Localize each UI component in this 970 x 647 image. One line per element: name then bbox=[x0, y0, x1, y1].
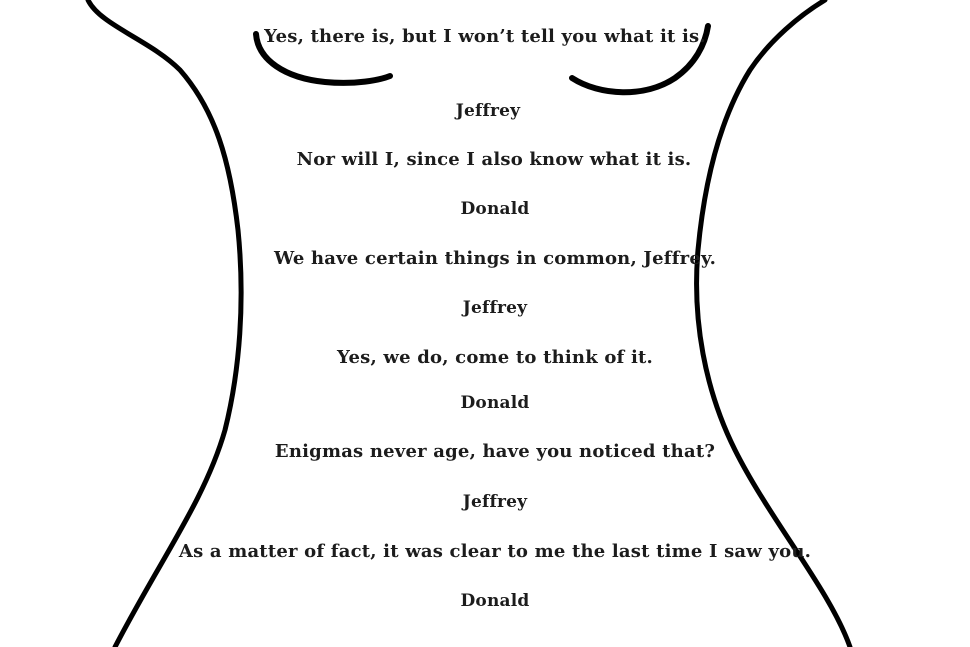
dialogue-line: As a matter of fact, it was clear to me the last time I saw you. bbox=[178, 541, 812, 562]
dialogue-line: We have certain things in common, Jeffrey. bbox=[273, 248, 717, 269]
speaker-name: Donald bbox=[460, 199, 530, 219]
speaker-name: Jeffrey bbox=[455, 101, 521, 121]
dialogue-line: Yes, there is, but I won’t tell you what it is. bbox=[264, 26, 706, 47]
dialogue-line: Nor will I, since I also know what it is. bbox=[296, 149, 692, 170]
dialogue-line: Yes, we do, come to think of it. bbox=[337, 347, 653, 368]
speaker-name: Donald bbox=[460, 393, 530, 413]
speaker-name: Jeffrey bbox=[462, 492, 528, 512]
speaker-name: Jeffrey bbox=[462, 298, 528, 318]
speaker-name: Donald bbox=[460, 591, 530, 611]
dialogue-line: Enigmas never age, have you noticed that? bbox=[274, 441, 716, 462]
